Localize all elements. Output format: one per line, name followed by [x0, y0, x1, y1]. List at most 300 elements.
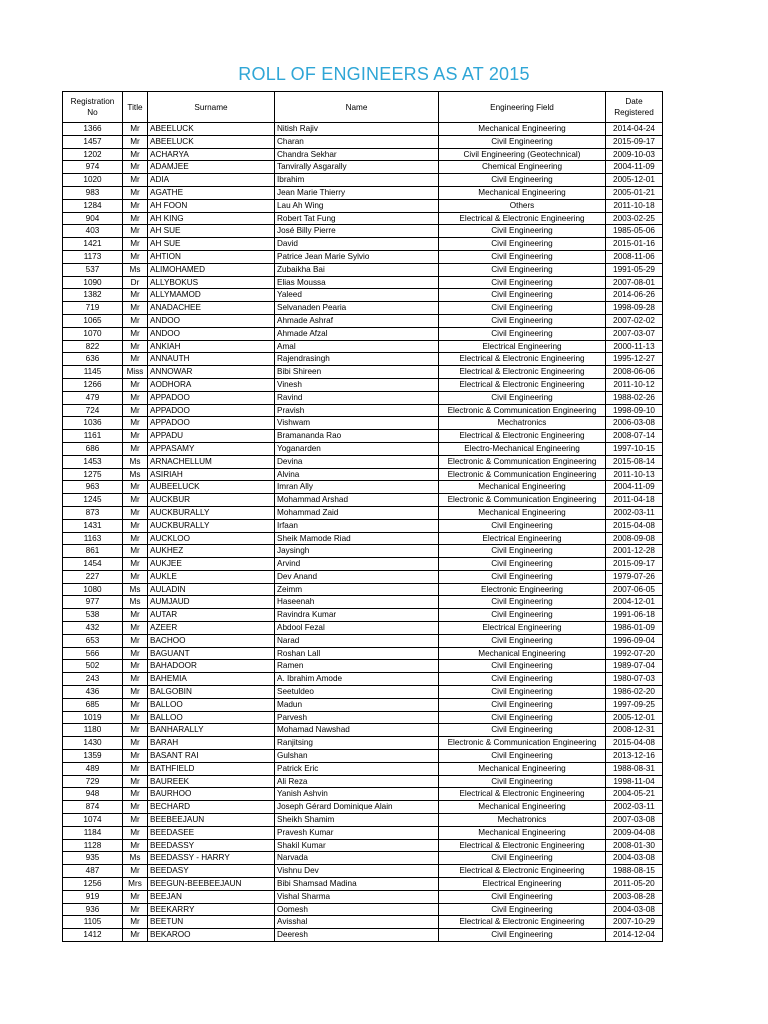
cell-title: Mr: [123, 135, 148, 148]
cell-name: Pravish: [275, 404, 439, 417]
cell-name: Ali Reza: [275, 775, 439, 788]
table-row: [63, 263, 663, 276]
table-row: [63, 238, 663, 251]
cell-surname: BEEDASSY: [148, 839, 275, 852]
cell-date-registered: 2015-08-14: [606, 455, 663, 468]
table-row: [63, 673, 663, 686]
cell-surname: AUCKLOO: [148, 532, 275, 545]
cell-name: A. Ibrahim Amode: [275, 673, 439, 686]
cell-surname: AH SUE: [148, 225, 275, 238]
cell-name: Narad: [275, 634, 439, 647]
table-row: [63, 327, 663, 340]
cell-engineering-field: Mechanical Engineering: [439, 762, 606, 775]
cell-surname: AUKLE: [148, 570, 275, 583]
cell-title: Mr: [123, 161, 148, 174]
table-row: [63, 494, 663, 507]
cell-surname: ADIA: [148, 174, 275, 187]
cell-registration-no: 1382: [63, 289, 123, 302]
table-row: [63, 865, 663, 878]
cell-engineering-field: Civil Engineering: [439, 570, 606, 583]
cell-engineering-field: Electrical & Electronic Engineering: [439, 378, 606, 391]
cell-date-registered: 2007-03-07: [606, 327, 663, 340]
cell-engineering-field: Electronic & Communication Engineering: [439, 468, 606, 481]
cell-date-registered: 2014-04-24: [606, 123, 663, 136]
cell-registration-no: 1065: [63, 314, 123, 327]
cell-surname: BEKAROO: [148, 929, 275, 942]
cell-title: Mrs: [123, 878, 148, 891]
cell-name: Roshan Lall: [275, 647, 439, 660]
header-registration-no: Registration No: [63, 92, 123, 123]
cell-engineering-field: Civil Engineering (Geotechnical): [439, 148, 606, 161]
cell-title: Mr: [123, 558, 148, 571]
cell-date-registered: 2011-05-20: [606, 878, 663, 891]
cell-title: Mr: [123, 890, 148, 903]
cell-engineering-field: Mechanical Engineering: [439, 801, 606, 814]
cell-registration-no: 977: [63, 596, 123, 609]
cell-title: Ms: [123, 596, 148, 609]
cell-date-registered: 1992-07-20: [606, 647, 663, 660]
document-title: ROLL OF ENGINEERS AS AT 2015: [238, 64, 530, 84]
cell-surname: ARNACHELLUM: [148, 455, 275, 468]
cell-date-registered: 2002-03-11: [606, 506, 663, 519]
cell-title: Mr: [123, 929, 148, 942]
cell-name: Ahmade Ashraf: [275, 314, 439, 327]
cell-registration-no: 1430: [63, 737, 123, 750]
cell-title: Mr: [123, 634, 148, 647]
cell-surname: AUBEELUCK: [148, 481, 275, 494]
cell-name: Mohammad Arshad: [275, 494, 439, 507]
table-row: [63, 686, 663, 699]
cell-engineering-field: Civil Engineering: [439, 698, 606, 711]
cell-surname: BEEDASSY - HARRY: [148, 852, 275, 865]
table-row: [63, 186, 663, 199]
cell-surname: BAHEMIA: [148, 673, 275, 686]
cell-name: Gulshan: [275, 750, 439, 763]
cell-title: Mr: [123, 647, 148, 660]
cell-engineering-field: Civil Engineering: [439, 750, 606, 763]
table-row: [63, 199, 663, 212]
cell-name: Ravind: [275, 391, 439, 404]
cell-engineering-field: Civil Engineering: [439, 673, 606, 686]
cell-registration-no: 227: [63, 570, 123, 583]
cell-title: Mr: [123, 788, 148, 801]
cell-surname: BEEGUN-BEEBEEJAUN: [148, 878, 275, 891]
engineers-table: [62, 91, 663, 942]
cell-engineering-field: Chemical Engineering: [439, 161, 606, 174]
cell-title: Mr: [123, 430, 148, 443]
cell-registration-no: 1431: [63, 519, 123, 532]
cell-surname: APPADU: [148, 430, 275, 443]
table-row: [63, 622, 663, 635]
cell-date-registered: 1979-07-26: [606, 570, 663, 583]
cell-registration-no: 685: [63, 698, 123, 711]
cell-date-registered: 1986-02-20: [606, 686, 663, 699]
table-row: [63, 814, 663, 827]
cell-name: Imran Ally: [275, 481, 439, 494]
cell-surname: BANHARALLY: [148, 724, 275, 737]
cell-name: Dev Anand: [275, 570, 439, 583]
cell-name: Yaleed: [275, 289, 439, 302]
cell-title: Mr: [123, 404, 148, 417]
table-row: [63, 711, 663, 724]
cell-surname: BAUREEK: [148, 775, 275, 788]
cell-name: Sheik Mamode Riad: [275, 532, 439, 545]
cell-engineering-field: Civil Engineering: [439, 263, 606, 276]
cell-name: Jaysingh: [275, 545, 439, 558]
cell-registration-no: 403: [63, 225, 123, 238]
cell-title: Mr: [123, 123, 148, 136]
cell-registration-no: 1256: [63, 878, 123, 891]
cell-registration-no: 243: [63, 673, 123, 686]
cell-surname: BEETUN: [148, 916, 275, 929]
cell-surname: AULADIN: [148, 583, 275, 596]
cell-name: Mohammad Zaid: [275, 506, 439, 519]
cell-registration-no: 1074: [63, 814, 123, 827]
cell-engineering-field: Civil Engineering: [439, 327, 606, 340]
cell-surname: ANNOWAR: [148, 366, 275, 379]
cell-surname: AZEER: [148, 622, 275, 635]
cell-surname: APPASAMY: [148, 442, 275, 455]
cell-name: Madun: [275, 698, 439, 711]
cell-date-registered: 2004-11-09: [606, 161, 663, 174]
cell-registration-no: 936: [63, 903, 123, 916]
cell-title: Mr: [123, 519, 148, 532]
cell-date-registered: 2011-10-13: [606, 468, 663, 481]
cell-engineering-field: Civil Engineering: [439, 711, 606, 724]
cell-engineering-field: Electronic & Communication Engineering: [439, 737, 606, 750]
cell-registration-no: 919: [63, 890, 123, 903]
cell-engineering-field: Mechanical Engineering: [439, 826, 606, 839]
cell-title: Mr: [123, 814, 148, 827]
cell-title: Mr: [123, 391, 148, 404]
table-row: [63, 660, 663, 673]
cell-title: Mr: [123, 673, 148, 686]
cell-date-registered: 2000-11-13: [606, 340, 663, 353]
cell-title: Mr: [123, 737, 148, 750]
cell-name: José Billy Pierre: [275, 225, 439, 238]
cell-title: Mr: [123, 314, 148, 327]
cell-title: Mr: [123, 417, 148, 430]
cell-engineering-field: Civil Engineering: [439, 174, 606, 187]
cell-date-registered: 1986-01-09: [606, 622, 663, 635]
cell-engineering-field: Electrical Engineering: [439, 622, 606, 635]
table-row: [63, 724, 663, 737]
cell-registration-no: 502: [63, 660, 123, 673]
cell-surname: ADAMJEE: [148, 161, 275, 174]
cell-engineering-field: Electrical & Electronic Engineering: [439, 212, 606, 225]
cell-engineering-field: Electrical & Electronic Engineering: [439, 916, 606, 929]
cell-title: Mr: [123, 494, 148, 507]
cell-registration-no: 1454: [63, 558, 123, 571]
cell-date-registered: 2009-10-03: [606, 148, 663, 161]
cell-name: Mohamad Nawshad: [275, 724, 439, 737]
cell-name: Irfaan: [275, 519, 439, 532]
cell-engineering-field: Electrical & Electronic Engineering: [439, 839, 606, 852]
cell-name: Vishal Sharma: [275, 890, 439, 903]
cell-title: Ms: [123, 455, 148, 468]
cell-date-registered: 2007-03-08: [606, 814, 663, 827]
cell-surname: AH SUE: [148, 238, 275, 251]
cell-name: Alvina: [275, 468, 439, 481]
cell-date-registered: 2009-04-08: [606, 826, 663, 839]
cell-registration-no: 1036: [63, 417, 123, 430]
table-row: [63, 225, 663, 238]
cell-engineering-field: Mechanical Engineering: [439, 481, 606, 494]
cell-registration-no: 1202: [63, 148, 123, 161]
cell-title: Mr: [123, 686, 148, 699]
cell-name: Joseph Gérard Dominique Alain: [275, 801, 439, 814]
cell-registration-no: 1019: [63, 711, 123, 724]
table-row: [63, 417, 663, 430]
cell-engineering-field: Civil Engineering: [439, 238, 606, 251]
cell-title: Mr: [123, 442, 148, 455]
cell-registration-no: 873: [63, 506, 123, 519]
cell-surname: AUCKBURALLY: [148, 506, 275, 519]
cell-name: Charan: [275, 135, 439, 148]
cell-engineering-field: Civil Engineering: [439, 634, 606, 647]
cell-surname: BEEDASY: [148, 865, 275, 878]
table-row: [63, 826, 663, 839]
cell-registration-no: 432: [63, 622, 123, 635]
table-row: [63, 788, 663, 801]
cell-date-registered: 2003-08-28: [606, 890, 663, 903]
cell-name: Shakil Kumar: [275, 839, 439, 852]
cell-engineering-field: Civil Engineering: [439, 135, 606, 148]
cell-name: Patrick Eric: [275, 762, 439, 775]
table-row: [63, 596, 663, 609]
cell-surname: ABEELUCK: [148, 135, 275, 148]
cell-surname: ALLYMAMOD: [148, 289, 275, 302]
cell-date-registered: 2008-11-06: [606, 250, 663, 263]
cell-date-registered: 1989-07-04: [606, 660, 663, 673]
cell-name: Devina: [275, 455, 439, 468]
table-row: [63, 532, 663, 545]
cell-engineering-field: Civil Engineering: [439, 775, 606, 788]
cell-engineering-field: Civil Engineering: [439, 890, 606, 903]
cell-date-registered: 1991-06-18: [606, 609, 663, 622]
cell-date-registered: 2004-03-08: [606, 852, 663, 865]
cell-date-registered: 1988-08-15: [606, 865, 663, 878]
cell-date-registered: 2008-07-14: [606, 430, 663, 443]
cell-registration-no: 1245: [63, 494, 123, 507]
cell-date-registered: 2008-01-30: [606, 839, 663, 852]
cell-date-registered: 2004-11-09: [606, 481, 663, 494]
cell-surname: BASANT RAI: [148, 750, 275, 763]
cell-surname: AODHORA: [148, 378, 275, 391]
cell-registration-no: 1163: [63, 532, 123, 545]
cell-name: Bramananda Rao: [275, 430, 439, 443]
cell-name: Rajendrasingh: [275, 353, 439, 366]
cell-title: Mr: [123, 801, 148, 814]
cell-registration-no: 636: [63, 353, 123, 366]
table-row: [63, 340, 663, 353]
cell-date-registered: 2008-06-06: [606, 366, 663, 379]
cell-surname: ANDOO: [148, 314, 275, 327]
cell-title: Mr: [123, 724, 148, 737]
cell-registration-no: 1105: [63, 916, 123, 929]
cell-surname: BEEKARRY: [148, 903, 275, 916]
cell-registration-no: 1161: [63, 430, 123, 443]
cell-surname: AUCKBURALLY: [148, 519, 275, 532]
cell-registration-no: 822: [63, 340, 123, 353]
cell-name: Pravesh Kumar: [275, 826, 439, 839]
cell-date-registered: 1998-09-10: [606, 404, 663, 417]
cell-date-registered: 1997-10-15: [606, 442, 663, 455]
cell-engineering-field: Electronic & Communication Engineering: [439, 494, 606, 507]
table-row: [63, 302, 663, 315]
cell-registration-no: 1275: [63, 468, 123, 481]
cell-date-registered: 2008-09-08: [606, 532, 663, 545]
cell-name: David: [275, 238, 439, 251]
cell-registration-no: 1145: [63, 366, 123, 379]
cell-name: Vishwam: [275, 417, 439, 430]
cell-date-registered: 2004-12-01: [606, 596, 663, 609]
cell-name: Selvanaden Pearia: [275, 302, 439, 315]
cell-registration-no: 963: [63, 481, 123, 494]
cell-name: Abdool Fezal: [275, 622, 439, 635]
table-row: [63, 570, 663, 583]
cell-engineering-field: Civil Engineering: [439, 596, 606, 609]
cell-engineering-field: Civil Engineering: [439, 519, 606, 532]
cell-title: Mr: [123, 148, 148, 161]
cell-registration-no: 538: [63, 609, 123, 622]
cell-title: Ms: [123, 852, 148, 865]
table-row: [63, 878, 663, 891]
cell-engineering-field: Mechatronics: [439, 814, 606, 827]
cell-registration-no: 1184: [63, 826, 123, 839]
cell-surname: BALLOO: [148, 698, 275, 711]
cell-engineering-field: Civil Engineering: [439, 609, 606, 622]
cell-surname: BACHOO: [148, 634, 275, 647]
cell-name: Ravindra Kumar: [275, 609, 439, 622]
table-row: [63, 161, 663, 174]
cell-title: Mr: [123, 174, 148, 187]
cell-registration-no: 724: [63, 404, 123, 417]
cell-engineering-field: Electro-Mechanical Engineering: [439, 442, 606, 455]
cell-title: Mr: [123, 340, 148, 353]
cell-title: Ms: [123, 263, 148, 276]
cell-registration-no: 904: [63, 212, 123, 225]
cell-name: Amal: [275, 340, 439, 353]
cell-engineering-field: Civil Engineering: [439, 250, 606, 263]
table-row: [63, 430, 663, 443]
header-date-registered: Date Registered: [606, 92, 663, 123]
table-row: [63, 455, 663, 468]
cell-date-registered: 2005-01-21: [606, 186, 663, 199]
table-row: [63, 250, 663, 263]
cell-surname: AUTAR: [148, 609, 275, 622]
cell-engineering-field: Civil Engineering: [439, 314, 606, 327]
cell-engineering-field: Electrical & Electronic Engineering: [439, 865, 606, 878]
table-row: [63, 929, 663, 942]
cell-name: Ahmade Afzal: [275, 327, 439, 340]
cell-date-registered: 1997-09-25: [606, 698, 663, 711]
table-row: [63, 750, 663, 763]
table-row: [63, 916, 663, 929]
cell-surname: APPADOO: [148, 404, 275, 417]
cell-registration-no: 1366: [63, 123, 123, 136]
cell-title: Mr: [123, 353, 148, 366]
cell-registration-no: 1128: [63, 839, 123, 852]
table-row: [63, 737, 663, 750]
cell-title: Mr: [123, 609, 148, 622]
cell-registration-no: 1453: [63, 455, 123, 468]
cell-date-registered: 2007-10-29: [606, 916, 663, 929]
cell-date-registered: 2004-05-21: [606, 788, 663, 801]
table-row: [63, 442, 663, 455]
cell-title: Mr: [123, 775, 148, 788]
table-row: [63, 404, 663, 417]
cell-engineering-field: Mechanical Engineering: [439, 506, 606, 519]
cell-engineering-field: Electrical & Electronic Engineering: [439, 366, 606, 379]
cell-engineering-field: Electrical Engineering: [439, 340, 606, 353]
cell-engineering-field: Civil Engineering: [439, 852, 606, 865]
table-row: [63, 353, 663, 366]
table-row: [63, 558, 663, 571]
cell-engineering-field: Electrical Engineering: [439, 878, 606, 891]
cell-date-registered: 2005-12-01: [606, 174, 663, 187]
cell-surname: AUKJEE: [148, 558, 275, 571]
cell-surname: BEEBEEJAUN: [148, 814, 275, 827]
cell-title: Mr: [123, 622, 148, 635]
cell-name: Bibi Shireen: [275, 366, 439, 379]
cell-engineering-field: Electrical & Electronic Engineering: [439, 353, 606, 366]
cell-surname: ANKIAH: [148, 340, 275, 353]
table-row: [63, 583, 663, 596]
cell-registration-no: 861: [63, 545, 123, 558]
header-title: Title: [123, 92, 148, 123]
cell-title: Mr: [123, 506, 148, 519]
cell-name: Seetuldeo: [275, 686, 439, 699]
cell-title: Mr: [123, 903, 148, 916]
cell-registration-no: 1421: [63, 238, 123, 251]
cell-surname: AH KING: [148, 212, 275, 225]
cell-surname: AUKHEZ: [148, 545, 275, 558]
cell-date-registered: 2005-12-01: [606, 711, 663, 724]
cell-registration-no: 1020: [63, 174, 123, 187]
table-row: [63, 123, 663, 136]
cell-title: Mr: [123, 378, 148, 391]
cell-registration-no: 1359: [63, 750, 123, 763]
cell-date-registered: 1995-12-27: [606, 353, 663, 366]
cell-date-registered: 1991-05-29: [606, 263, 663, 276]
cell-title: Mr: [123, 302, 148, 315]
cell-surname: AHTION: [148, 250, 275, 263]
cell-title: Mr: [123, 250, 148, 263]
cell-date-registered: 2015-04-08: [606, 737, 663, 750]
cell-date-registered: 1998-09-28: [606, 302, 663, 315]
cell-registration-no: 537: [63, 263, 123, 276]
cell-title: Mr: [123, 225, 148, 238]
table-row: [63, 890, 663, 903]
table-row: [63, 634, 663, 647]
cell-engineering-field: Electrical Engineering: [439, 532, 606, 545]
cell-date-registered: 2013-12-16: [606, 750, 663, 763]
cell-engineering-field: Civil Engineering: [439, 225, 606, 238]
cell-engineering-field: Civil Engineering: [439, 929, 606, 942]
cell-registration-no: 1070: [63, 327, 123, 340]
cell-date-registered: 1988-08-31: [606, 762, 663, 775]
cell-name: Nitish Rajiv: [275, 123, 439, 136]
cell-registration-no: 1266: [63, 378, 123, 391]
cell-registration-no: 479: [63, 391, 123, 404]
cell-surname: AGATHE: [148, 186, 275, 199]
cell-date-registered: 2015-09-17: [606, 558, 663, 571]
cell-registration-no: 489: [63, 762, 123, 775]
cell-surname: ABEELUCK: [148, 123, 275, 136]
cell-date-registered: 2011-10-12: [606, 378, 663, 391]
cell-date-registered: 2008-12-31: [606, 724, 663, 737]
